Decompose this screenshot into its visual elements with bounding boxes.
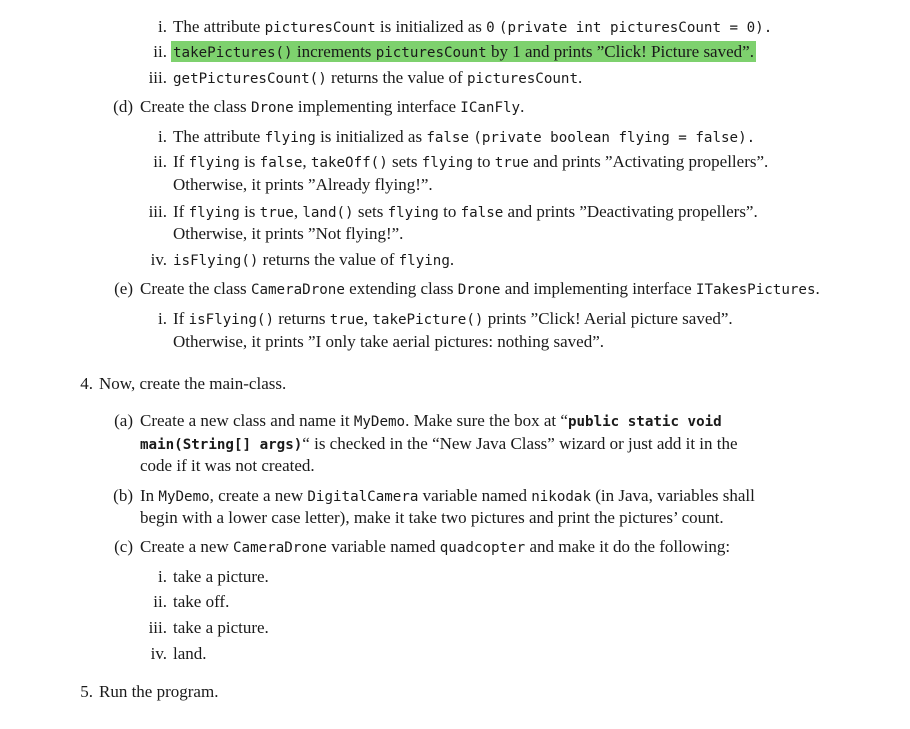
step-marker: 5. — [80, 682, 93, 701]
list-item: The attribute flying is initialized as false (private boolean flying = false). — [173, 127, 756, 146]
list-marker: ii. — [153, 42, 167, 61]
section-text-continuation: begin with a lower case letter), make it take two pictures and print the pictures’ count. — [140, 508, 724, 527]
list-marker: ii. — [153, 152, 167, 171]
list-marker: iii. — [148, 618, 167, 637]
section-marker: (b) — [113, 486, 133, 505]
section-marker: (c) — [114, 537, 133, 556]
section-text-continuation: main(String[] args)“ is checked in the “New Java Class” wizard or just add it in the — [140, 434, 738, 453]
list-item: take a picture. — [173, 567, 269, 586]
list-marker: i. — [158, 127, 167, 146]
list-item: If flying is true, land() sets flying to false and prints ”Deactivating propellers”. — [173, 202, 758, 221]
step-heading: Run the program. — [99, 682, 219, 701]
list-item: If flying is false, takeOff() sets flying to true and prints ”Activating propellers”. — [173, 152, 769, 171]
list-item: The attribute picturesCount is initialized as 0 (private int picturesCount = 0). — [173, 17, 773, 36]
list-item: isFlying() returns the value of flying. — [173, 250, 455, 269]
list-marker: i. — [158, 309, 167, 328]
list-marker: iv. — [150, 250, 167, 269]
section-marker: (d) — [113, 97, 133, 116]
list-marker: ii. — [153, 592, 167, 611]
list-item: If isFlying() returns true, takePicture() prints ”Click! Aerial picture saved”. — [173, 309, 733, 328]
list-item: take off. — [173, 592, 230, 611]
list-item-continuation: Otherwise, it prints ”I only take aerial pictures: nothing saved”. — [173, 332, 605, 351]
section-text: Create a new class and name it MyDemo. Make sure the box at “public static void — [140, 411, 722, 430]
list-item-continuation: Otherwise, it prints ”Already flying!”. — [173, 175, 433, 194]
list-item-continuation: Otherwise, it prints ”Not flying!”. — [173, 224, 404, 243]
step-heading: Now, create the main-class. — [99, 374, 287, 393]
section-text: In MyDemo, create a new DigitalCamera variable named nikodak (in Java, variables shall — [140, 486, 755, 505]
list-marker: i. — [158, 567, 167, 586]
list-item: land. — [173, 644, 207, 663]
section-text: Create a new CameraDrone variable named quadcopter and make it do the following: — [140, 537, 731, 556]
list-marker: i. — [158, 17, 167, 36]
section-text-continuation: code if it was not created. — [140, 456, 315, 475]
section-marker: (a) — [114, 411, 133, 430]
list-marker: iii. — [148, 202, 167, 221]
list-item: take a picture. — [173, 618, 269, 637]
list-item-highlighted — [173, 41, 754, 64]
section-heading: Create the class CameraDrone extending class Drone and implementing interface ITakesPictures. — [140, 279, 820, 298]
section-heading: Create the class Drone implementing interface ICanFly. — [140, 97, 525, 116]
list-item: getPicturesCount() returns the value of picturesCount. — [173, 68, 583, 87]
list-marker: iii. — [148, 68, 167, 87]
highlight: takePictures() increments picturesCount by 1 and prints ”Click! Picture saved”. — [173, 42, 754, 61]
list-marker: iv. — [150, 644, 167, 663]
section-marker: (e) — [114, 279, 133, 298]
step-marker: 4. — [80, 374, 93, 393]
